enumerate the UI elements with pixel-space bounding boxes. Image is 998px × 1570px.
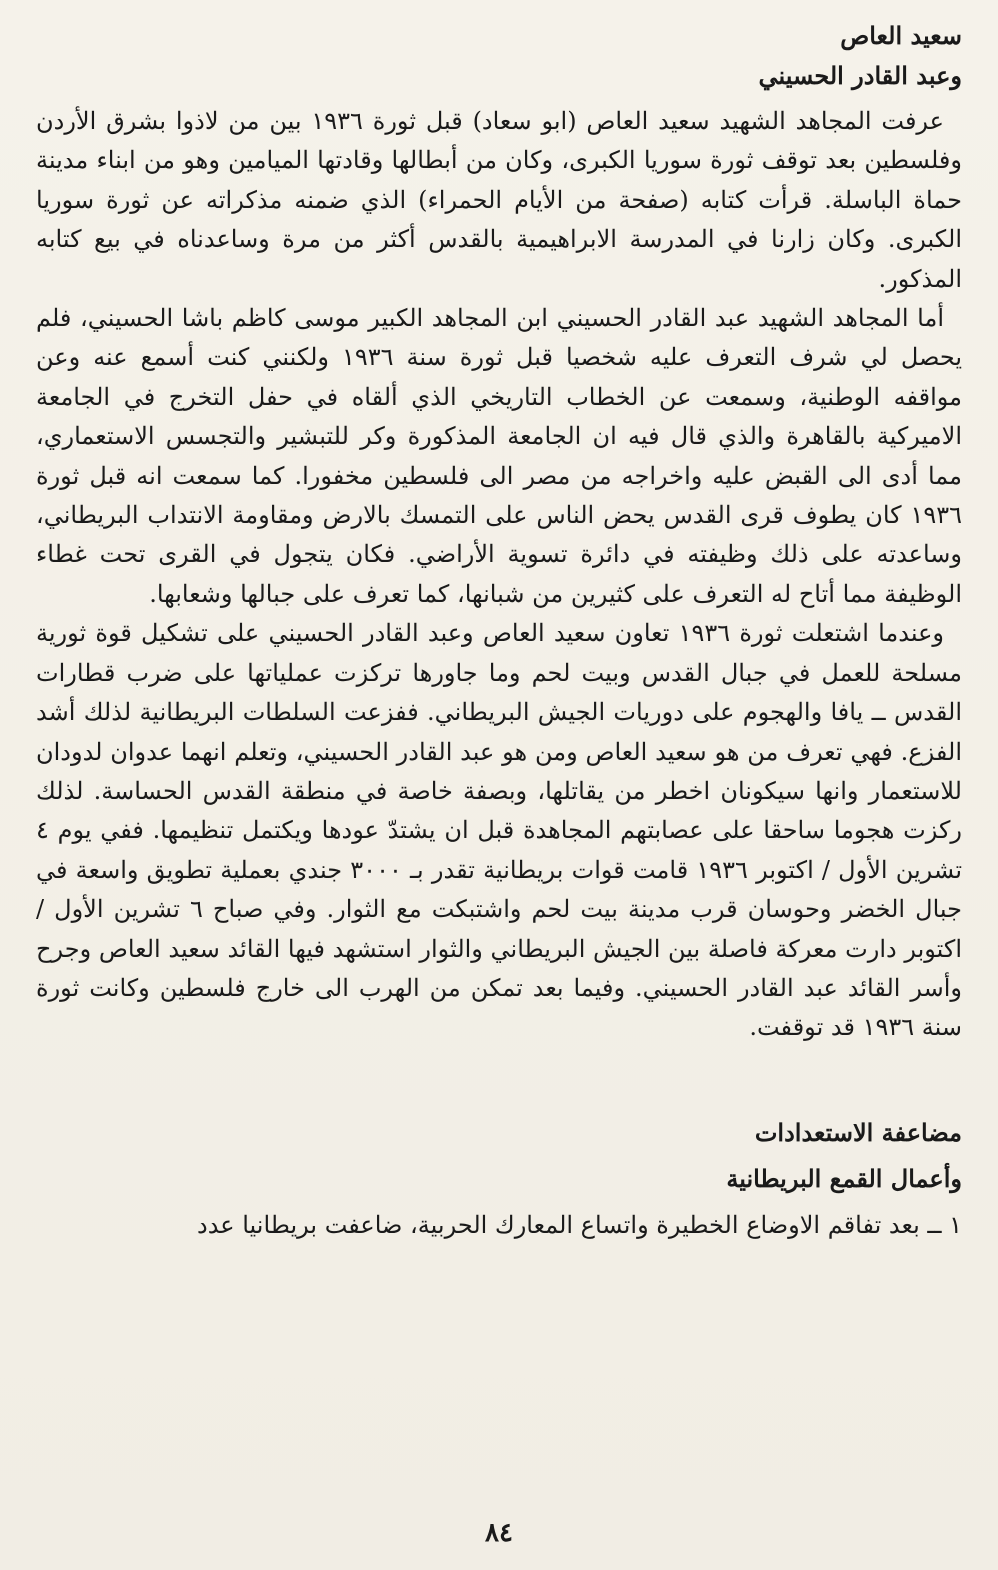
section-title-line-2: وعبد القادر الحسيني [758, 61, 962, 90]
numbered-item-1: ١ ــ بعد تفاقم الاوضاع الخطيرة واتساع المعارك الحربية، ضاعفت بريطانيا عدد [197, 1210, 962, 1239]
paragraph-abdulqader-husseini: أما المجاهد الشهيد عبد القادر الحسيني ابن المجاهد الكبير موسى كاظم باشا الحسيني، فلم يحصل لي شرف التعرف عليه شخصيا قبل ثورة سنة ١٩٣٦ ولكنني كنت أسمع عنه وعن مواقفه الوطنية، وسمعت عن الخطاب التاريخي الذي ألقاه في حفل التخرج في الجامعة الاميركية بالقاهرة والذي قال فيه ان الجامعة المذكورة وكر للتبشير والتجسس الاستعماري، مما أدى الى القبض عليه واخراجه من مصر الى فلسطين مخفورا. كما سمعت انه قبل ثورة ١٩٣٦ كان يطوف قرى القدس يحض الناس على التمسك بالارض ومقاومة الانتداب البريطاني، وساعدته على ذلك وظيفته في دائرة تسوية الأراضي. فكان يتجول في القرى تحت غطاء الوظيفة مما أتاح له التعرف على كثيرين من شبانها، كما تعرف على جبالها وشعابها. [36, 304, 962, 608]
section-title-line-2: وأعمال القمع البريطانية [726, 1163, 962, 1193]
section-heading-preparations [36, 1110, 962, 1202]
section-spacer [36, 1048, 962, 1110]
section-title-line-1: مضاعفة الاستعدادات [754, 1117, 962, 1147]
section-title-line-1: سعيد العاص [840, 21, 962, 50]
paragraph-said-al-as: عرفت المجاهد الشهيد سعيد العاص (ابو سعاد) قبل ثورة ١٩٣٦ بين من لاذوا بشرق الأردن وفلسطين بعد توقف ثورة سوريا الكبرى، وكان من أبطالها وقادتها الميامين وهو من ابناء مدينة حماة الباسلة. قرأت كتابه (صفحة من الأيام الحمراء) الذي ضمنه مذكراته عن ثورة سوريا الكبرى. وكان زارنا في المدرسة الابراهيمية بالقدس أكثر من مرة وساعدناه في بيع كتابه المذكور. [36, 107, 962, 293]
section-heading-said-al-as [36, 16, 962, 96]
page-content [36, 16, 962, 1245]
paragraph-revolt-1936: وعندما اشتعلت ثورة ١٩٣٦ تعاون سعيد العاص وعبد القادر الحسيني على تشكيل قوة ثورية مسلحة للعمل في جبال القدس وبيت لحم وما جاورها تركزت عملياتها على ضرب قطارات القدس ــ يافا والهجوم على دوريات الجيش البريطاني. ففزعت السلطات البريطانية لذلك أشد الفزع. فهي تعرف من هو سعيد العاص ومن هو عبد القادر الحسيني، وتعلم انهما عدوان لدودان للاستعمار وانها سيكونان اخطر من يقاتلها، وبصفة خاصة في منطقة القدس الحساسة. لذلك ركزت هجوما ساحقا على عصابتهم المجاهدة قبل ان يشتدّ عودها ويكتمل تنظيمها. ففي يوم ٤ تشرين الأول / اكتوبر ١٩٣٦ قامت قوات بريطانية تقدر بـ ٣٠٠٠ جندي بعملية تطويق واسعة في جبال الخضر وحوسان قرب مدينة بيت لحم واشتبكت مع الثوار. وفي صباح ٦ تشرين الأول / اكتوبر دارت معركة فاصلة بين الجيش البريطاني والثوار استشهد فيها القائد سعيد العاص وجرح وأسر القائد عبد القادر الحسيني. وفيما بعد تمكن من الهرب الى خارج فلسطين وكانت ثورة سنة ١٩٣٦ قد توقفت. [36, 619, 963, 1042]
page-number: ٨٤ [485, 1518, 513, 1548]
